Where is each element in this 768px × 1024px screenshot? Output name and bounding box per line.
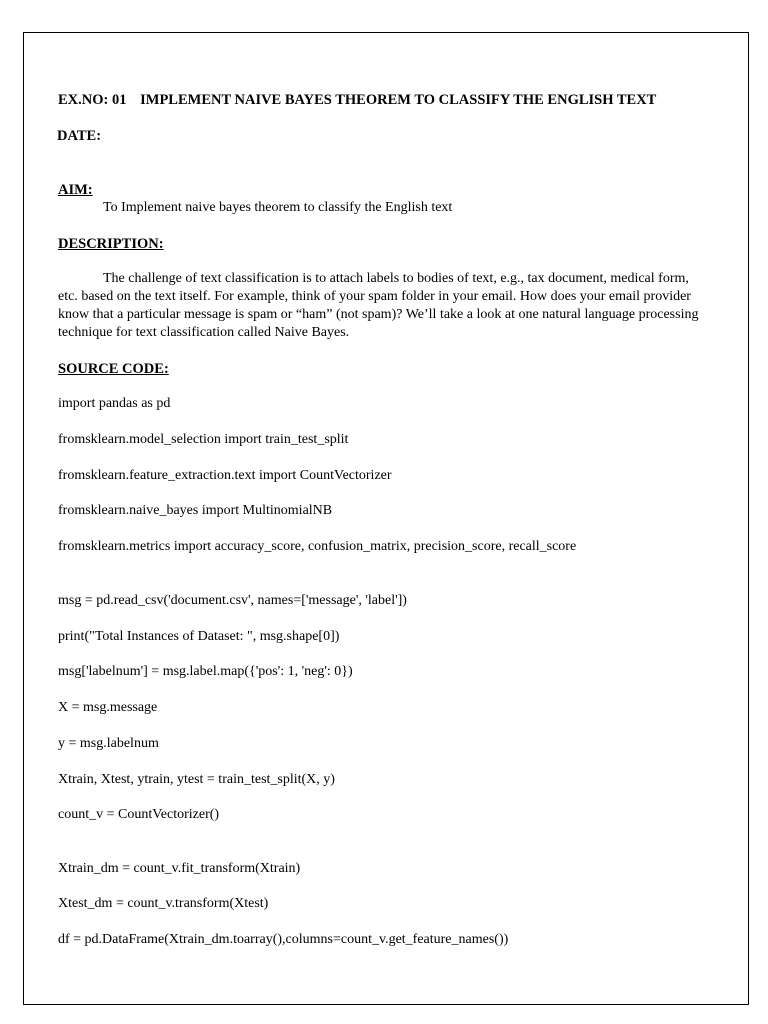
exercise-number: EX.NO: 01: [58, 92, 127, 108]
aim-text: To Implement naive bayes theorem to classify the English text: [103, 200, 453, 215]
code-line: import pandas as pd: [58, 396, 171, 411]
code-line: fromsklearn.naive_bayes import MultinomialNB: [58, 503, 333, 518]
code-line: X = msg.message: [58, 700, 158, 715]
date-label: DATE:: [57, 128, 102, 144]
code-line: count_v = CountVectorizer(): [58, 807, 220, 822]
code-line: Xtest_dm = count_v.transform(Xtest): [58, 896, 269, 911]
description-paragraph: The challenge of text classification is to attach labels to bodies of text, e.g., tax document, medical form, etc. based on the text itself. For example, think of your spam folder in your email. How does your email provider know that a particular message is spam or “ham” (not spam)? We’ll take a look at one natural language processing technique for text classification called Naive Bayes.: [58, 271, 699, 340]
code-line: y = msg.labelnum: [58, 736, 159, 751]
code-line: Xtrain_dm = count_v.fit_transform(Xtrain): [58, 861, 301, 876]
code-line: fromsklearn.metrics import accuracy_score, confusion_matrix, precision_score, recall_score: [58, 539, 577, 554]
source-code-heading: SOURCE CODE:: [58, 361, 169, 377]
code-line: msg['labelnum'] = msg.label.map({'pos': 1, 'neg': 0}): [58, 664, 353, 679]
description-heading: DESCRIPTION:: [58, 236, 164, 252]
code-line: fromsklearn.feature_extraction.text import CountVectorizer: [58, 468, 392, 483]
code-line: msg = pd.read_csv('document.csv', names=['message', 'label']): [58, 593, 407, 608]
code-line: print("Total Instances of Dataset: ", msg.shape[0]): [58, 629, 340, 644]
exercise-title: IMPLEMENT NAIVE BAYES THEOREM TO CLASSIFY THE ENGLISH TEXT: [140, 92, 657, 108]
aim-heading: AIM:: [58, 182, 93, 198]
code-line: df = pd.DataFrame(Xtrain_dm.toarray(),columns=count_v.get_feature_names()): [58, 932, 509, 947]
code-line: Xtrain, Xtest, ytrain, ytest = train_test_split(X, y): [58, 772, 335, 787]
document-title: [58, 91, 656, 109]
code-line: fromsklearn.model_selection import train_test_split: [58, 432, 349, 447]
